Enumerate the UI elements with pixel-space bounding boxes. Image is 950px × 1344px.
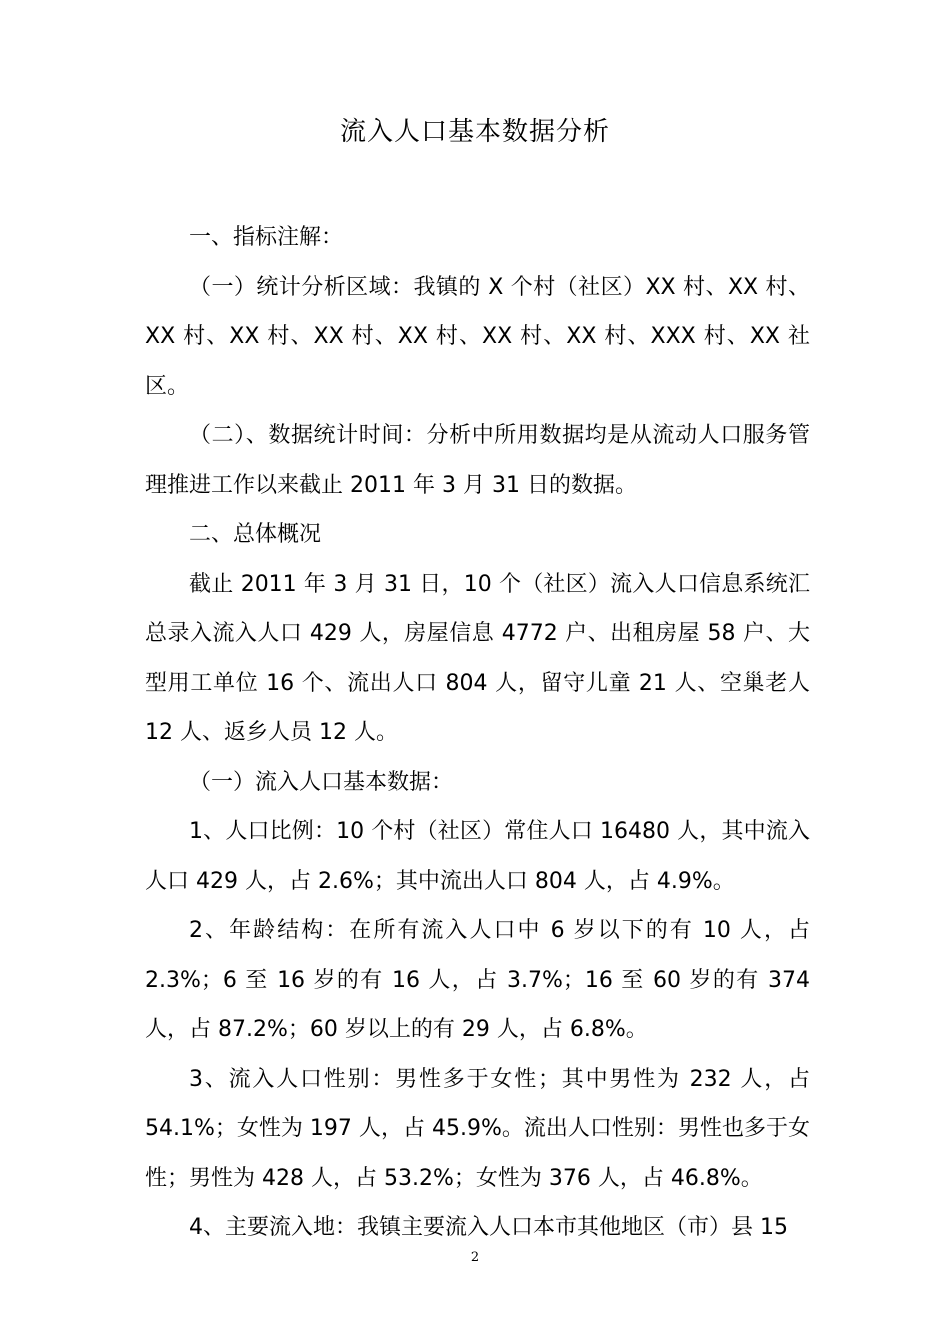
document-body bbox=[145, 213, 810, 1253]
section-heading-indicator-notes: 一、指标注解： bbox=[189, 225, 344, 250]
paragraph-main-origin: 4、主要流入地：我镇主要流入人口本市其他地区（市）县 15 bbox=[189, 1215, 788, 1240]
paragraph-age-structure: 2、年龄结构：在所有流入人口中 6 岁以下的有 10 人，占 2.3%；6 至 16 岁的有 16 人，占 3.7%；16 至 60 岁的有 374 人，占 87.2%；60 岁以上的有 29 人，占 6.8%。 bbox=[145, 918, 810, 1042]
document-title: 流入人口基本数据分析 bbox=[339, 117, 610, 147]
page-number: 2 bbox=[470, 1250, 480, 1265]
subsection-heading-basic-data: （一）流入人口基本数据： bbox=[189, 769, 454, 795]
paragraph-overview-summary: 截止 2011 年 3 月 31 日，10 个（社区）流入人口信息系统汇总录入流入人口 429 人，房屋信息 4772 户、出租房屋 58 户、大型用工单位 16 个、流出人口 804 人，留守儿童 21 人、空巢老人 12 人、返乡人员 12 人。 bbox=[145, 571, 810, 745]
section-heading-overview: 二、总体概况 bbox=[189, 522, 322, 547]
paragraph-statistics-time: （二）、数据统计时间：分析中所用数据均是从流动人口服务管理推进工作以来截止 2011 年 3 月 31 日的数据。 bbox=[145, 423, 810, 498]
paragraph-population-ratio: 1、人口比例：10 个村（社区）常住人口 16480 人，其中流入人口 429 人，占 2.6%；其中流出人口 804 人，占 4.9%。 bbox=[145, 819, 810, 894]
paragraph-analysis-area: （一）统计分析区域：我镇的 X 个村（社区）XX 村、XX 村、XX 村、XX 村、XX 村、XX 村、XX 村、XX 村、XXX 村、XX 社区。 bbox=[145, 274, 810, 399]
paragraph-gender: 3、流入人口性别：男性多于女性；其中男性为 232 人，占 54.1%；女性为 197 人，占 45.9%。流出人口性别：男性也多于女性；男性为 428 人，占 53.2%；女性为 376 人，占 46.8%。 bbox=[145, 1066, 810, 1191]
